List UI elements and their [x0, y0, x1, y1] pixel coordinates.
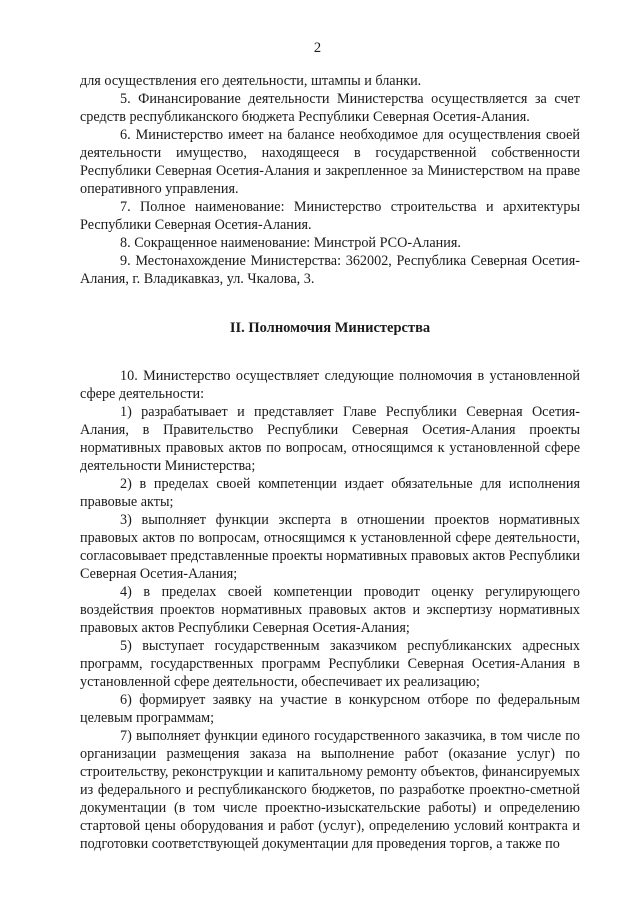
paragraph-9: 9. Местонахождение Министерства: 362002, Республика Северная Осетия-Алания, г. Владикавказ, ул. Чкалова, 3.: [80, 253, 580, 287]
list-item-2: 2) в пределах своей компетенции издает обязательные для исполнения правовые акты;: [80, 476, 580, 510]
section-heading: II. Полномочия Министерства: [229, 320, 431, 336]
paragraph-6: 6. Министерство имеет на балансе необходимое для осуществления своей деятельности имущество, находящееся в государственной собственности Республики Северная Осетия-Алания и закрепленное за Министерством на праве оперативного управления.: [80, 127, 580, 197]
list-item-4: 4) в пределах своей компетенции проводит оценку регулирующего воздействия проектов нормативных правовых актов и экспертизу нормативных правовых актов Республики Северная Осетия-Алания;: [80, 584, 580, 636]
paragraph-8: 8. Сокращенное наименование: Минстрой РСО-Алания.: [120, 235, 461, 251]
paragraph-continuation: для осуществления его деятельности, штампы и бланки.: [80, 73, 422, 89]
list-item-6: 6) формирует заявку на участие в конкурсном отборе по федеральным целевым программам;: [80, 692, 580, 726]
document-body: [80, 72, 580, 853]
list-item-3: 3) выполняет функции эксперта в отношении проектов нормативных правовых актов по вопросам, относящимся к установленной сфере деятельности, согласовывает представленные проекты нормативных правовых актов Республики Северная Осетия-Алания;: [80, 512, 580, 582]
page-number: 2: [313, 40, 322, 56]
paragraph-5: 5. Финансирование деятельности Министерства осуществляется за счет средств республиканского бюджета Республики Северная Осетия-Алания.: [80, 91, 580, 125]
list-item-5: 5) выступает государственным заказчиком республиканских адресных программ, государственных программ Республики Северная Осетия-Алания в установленной сфере деятельности, обеспечивает их реализацию;: [80, 638, 580, 690]
list-item-1: 1) разрабатывает и представляет Главе Республики Северная Осетия-Алания, в Правительство Республики Северная Осетия-Алания проекты нормативных правовых актов по вопросам, относящимся к установленной сфере деятельности Министерства;: [80, 404, 580, 474]
paragraph-10: 10. Министерство осуществляет следующие полномочия в установленной сфере деятельности:: [80, 368, 580, 402]
list-item-7: 7) выполняет функции единого государственного заказчика, в том числе по организации размещения заказа на выполнение работ (оказание услуг) по строительству, реконструкции и капитальному ремонту объектов, финансируемых из федерального и республиканского бюджетов, по разработке проектно-сметной документации (в том числе проектно-изыскательские работы) и определению стартовой цены оборудования и работ (услуг), определению условий контракта и подготовки соответствующей документации для проведения торгов, а также по: [80, 728, 580, 852]
paragraph-7: 7. Полное наименование: Министерство строительства и архитектуры Республики Северная Осетия-Алания.: [80, 199, 580, 233]
